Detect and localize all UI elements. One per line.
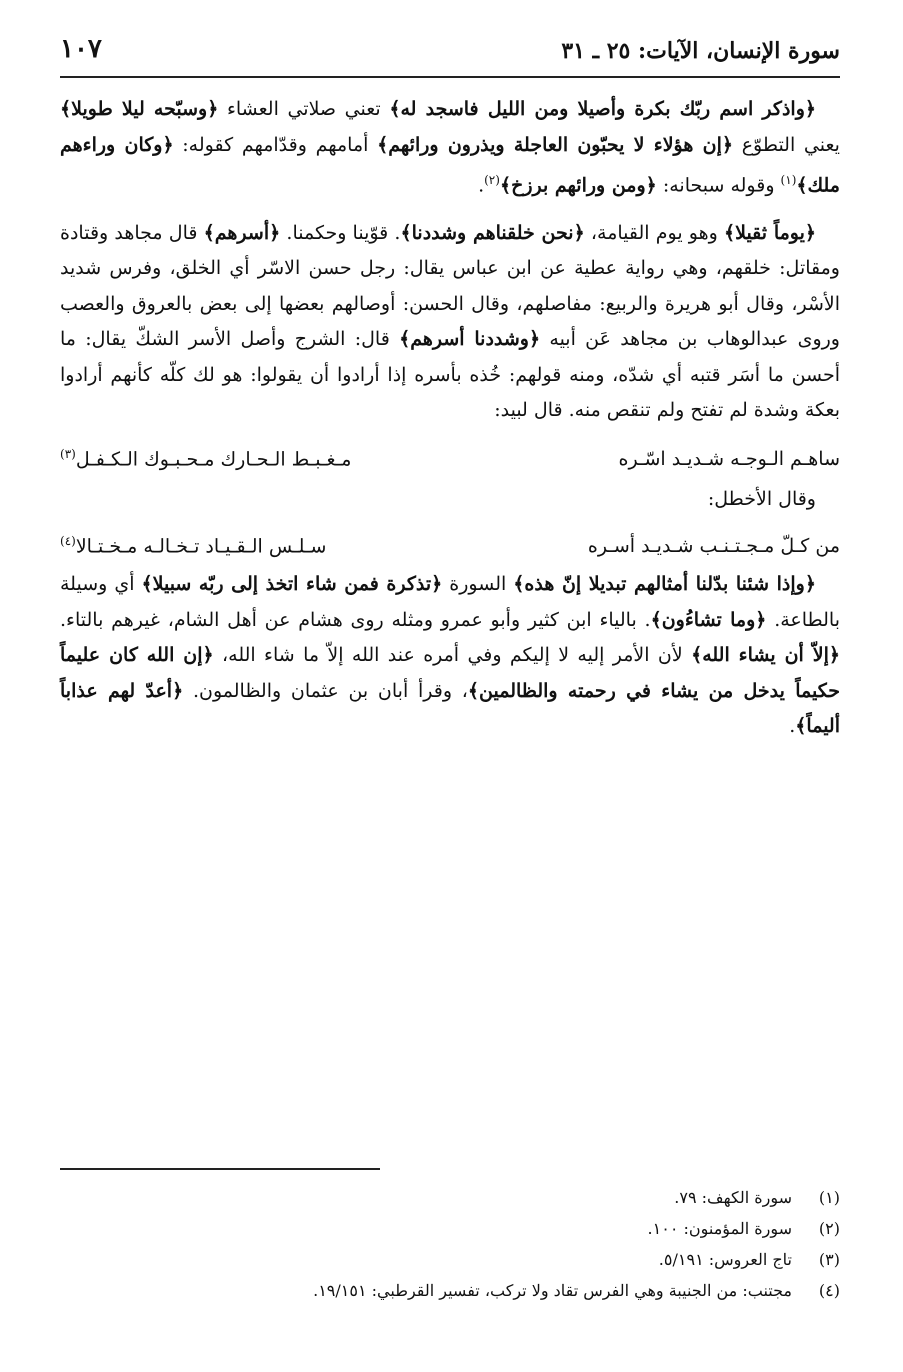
commentary-text: وقوله سبحانه: [656, 174, 781, 197]
page-number: ١٠٧ [60, 34, 102, 64]
footnote-number: (٤) [818, 1281, 840, 1300]
quran-quote: ﴿إن هؤلاء لا يحبّون العاجلة ويذرون ورائهم﴾ [377, 133, 734, 156]
footnote-item [60, 1244, 840, 1275]
footnote-ref: (٣) [60, 446, 76, 461]
quran-quote: ﴿تذكرة فمن شاء اتخذ إلى ربّه سبيلا﴾ [141, 573, 443, 596]
paragraph-2 [60, 216, 840, 429]
commentary-text: قال: الشرج وأصل الأسر الشكّ يقال: ما أحسن ما أسَر قتبه أي شدّه، ومنه قولهم: خُذه بأسره إذا أرادوا أن يقولوا: هو لك كلّه كأنهم أرادوا بعكة وشدة لم تفتح ولم تنقص منه. قال لبيد: [60, 328, 840, 422]
commentary-text: . قوّينا وحكمنا. [280, 221, 401, 244]
footnote-ref: (١) [780, 173, 797, 187]
quran-quote: ﴿وما تشاءُون﴾ [650, 608, 767, 631]
verse-second-text: مـغـبـط الـحـارك مـحـبـوك الـكـفـل [75, 448, 352, 471]
footnote-text: مجتنب: من الجنيبة وهي الفرس تقاد ولا تركب، تفسير القرطبي: ١٩/١٥١. [313, 1281, 792, 1300]
footnote-text: تاج العروس: ٥/١٩١. [658, 1250, 792, 1269]
commentary-text: أي وسيلة بالطاعة. [60, 573, 840, 631]
quran-quote: ﴿وكان وراءهم ملك﴾ [60, 133, 840, 197]
surah-heading: سورة الإنسان، الآيات: ٢٥ ـ ٣١ [561, 38, 840, 64]
footnote-ref: (٤) [60, 534, 76, 549]
quran-quote: ﴿يوماً ثقيلا﴾ [723, 221, 817, 244]
commentary-text: يعني التطوّع [733, 133, 840, 156]
commentary-text: . [789, 715, 796, 738]
poetry-verse-2 [60, 524, 840, 563]
footnote-item [60, 1275, 840, 1306]
footnote-number: (٣) [818, 1250, 840, 1269]
verse-first-hemistich: من كـلّ مـجـتـنـب شـديـد أسـره [587, 535, 840, 558]
poet-intro: وقال الأخطل: [707, 488, 816, 511]
commentary-text: السورة [442, 573, 514, 596]
quran-quote: ﴿أعدّ لهم عذاباً أليماً﴾ [60, 679, 840, 738]
commentary-text: قال مجاهد وقتادة ومقاتل: خلقهم، وهي رواية عطية عن ابن عباس يقال: رجل حسن الاسّر أي الخلق، وفرس شديد الأسْر، وقال أبو هريرة والربيع: مفاصلهم، وقال الحسن: أوصالهم بعضها إلى بعض بالعروق والعصب وروى عبدالوهاب بن مجاهد عَن أبيه [60, 221, 840, 351]
commentary-text: ، وقرأ أبان بن عثمان والظالمون. [183, 679, 468, 702]
footnote-number: (٢) [818, 1219, 840, 1238]
footnote-ref: (٢) [484, 173, 500, 187]
quran-quote: ﴿وشددنا أسرهم﴾ [399, 328, 541, 351]
verse-second-hemistich [60, 524, 326, 563]
commentary-text: لأن الأمر إليه لا إليكم وفي أمره عند الله إلاّ ما شاء الله، [213, 644, 692, 667]
commentary-text: . بالياء ابن كثير وأبو عمرو ومثله روى هشام عن أهل الشام، غيرهم بالتاء. [60, 608, 651, 631]
commentary-text: أمامهم وقدّامهم كقوله: [173, 133, 378, 156]
quran-quote: ﴿وسبّحه ليلا طويلا﴾ [60, 98, 219, 120]
verse-second-text: سـلـس الـقـيـاد تـخـالـه مـخـتـالا [75, 535, 327, 558]
footnote-text: سورة الكهف: ٧٩. [674, 1188, 792, 1207]
quran-quote: ﴿وإذا شئنا بدّلنا أمثالهم تبديلا إنّ هذه﴾ [513, 573, 816, 596]
quran-quote: ﴿ومن ورائهم برزخ﴾ [499, 174, 657, 197]
footnotes [60, 1182, 840, 1306]
running-header [60, 30, 840, 78]
book-page [60, 30, 840, 1340]
footnote-text: سورة المؤمنون: ١٠٠. [647, 1219, 792, 1238]
paragraph-1 [60, 92, 840, 204]
footnote-divider [60, 1168, 380, 1170]
commentary-text: تعني صلاتي العشاء [218, 98, 390, 120]
main-text [60, 92, 840, 745]
footnote-number: (١) [818, 1188, 840, 1207]
quran-quote: ﴿أسرهم﴾ [203, 221, 281, 244]
commentary-text: وهو يوم القيامة، [584, 221, 724, 244]
quran-quote: ﴿نحن خلقناهم وشددنا﴾ [400, 221, 585, 244]
footnote-item [60, 1213, 840, 1244]
verse-second-hemistich [60, 437, 351, 476]
quran-quote: ﴿إلاّ أن يشاء الله﴾ [691, 644, 840, 667]
poetry-verse-1 [60, 437, 840, 476]
quran-quote: ﴿واذكر اسم ربّك بكرة وأصيلا ومن الليل فاسجد له﴾ [389, 98, 816, 120]
footnote-item [60, 1182, 840, 1213]
verse-first-hemistich: ساهـم الـوجـه شـديـد اسّـره [618, 448, 840, 471]
paragraph-3 [60, 567, 840, 745]
quran-quote: ﴿إن الله كان عليماً حكيماً يدخل من يشاء في رحمته والظالمين﴾ [60, 644, 840, 702]
commentary-text: . [478, 174, 485, 197]
